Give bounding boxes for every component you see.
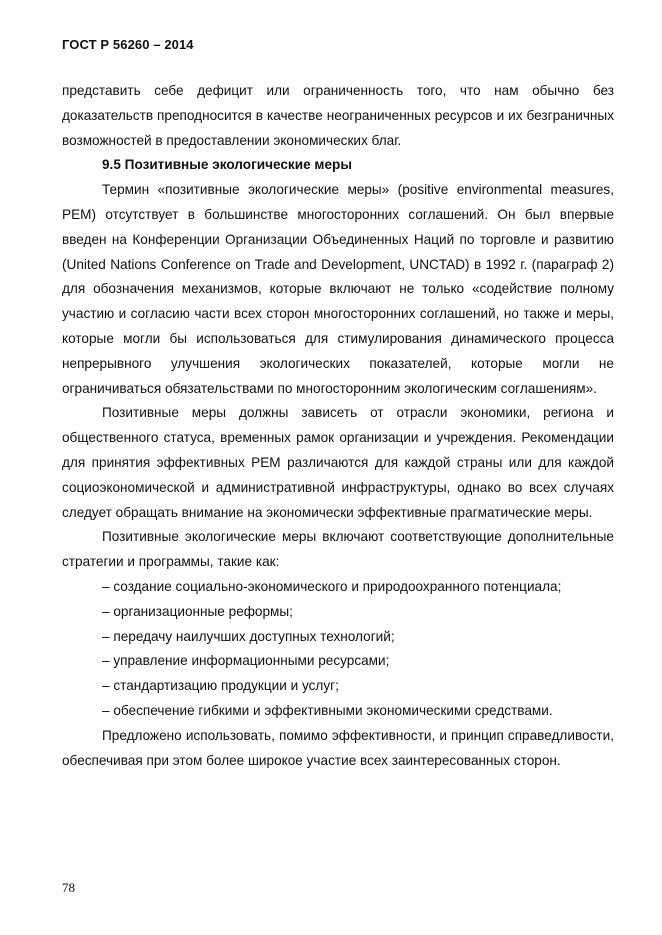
list-item: – организационные реформы; xyxy=(102,603,293,619)
paragraph-fairness: Предложено использовать, помимо эффективности, и принцип справедливости, обеспечивая при этом более широкое участие всех заинтересованных сторон. xyxy=(62,727,614,768)
list-item: – стандартизацию продукции и услуг; xyxy=(102,678,339,694)
list-item: – передачу наилучших доступных технологий; xyxy=(102,628,395,644)
document-header: ГОСТ Р 56260 – 2014 xyxy=(62,37,194,52)
list-item: – создание социально-экономического и природоохранного потенциала; xyxy=(102,578,562,594)
paragraph-pem-definition: Термин «позитивные экологические меры» (positive environmental measures, PEM) отсутствует в большинстве многосторонних соглашений. Он был впервые введен на Конференции Организации Объединенных Наций по торговле и развитию (United Nations Conference on Trade and Development, UNCTAD) в 1992 г. (параграф 2) для обозначения механизмов, которые включают не только «содействие полному участию и согласию части всех сторон многосторонних соглашений, но также и меры, которые могли бы использоваться для стимулирования динамического процесса непрерывного улучшения экологических показателей, которые могли не ограничиваться обязательствами по многосторонним экологическим соглашениям». xyxy=(62,182,614,396)
paragraph-strategies-intro: Позитивные экологические меры включают соответствующие дополнительные стратегии и программы, такие как: xyxy=(62,529,614,570)
paragraph-positive-measures: Позитивные меры должны зависеть от отрасли экономики, региона и общественного статуса, временных рамок организации и учреждения. Рекомендации для принятия эффективных PEM различаются для каждой страны или для каждой социоэкономической и административной инфраструктуры, однако во всех случаях следует обращать внимание на экономически эффективные прагматические меры. xyxy=(62,405,614,520)
list-item: – управление информационными ресурсами; xyxy=(102,653,390,669)
paragraph-continuation: представить себе дефицит или ограниченность того, что нам обычно без доказательств преподносится в качестве неограниченных ресурсов и их безграничных возможностей в предоставлении экономических благ. xyxy=(62,83,614,148)
section-heading: 9.5 Позитивные экологические меры xyxy=(102,157,352,173)
list-item: – обеспечение гибкими и эффективными экономическими средствами. xyxy=(102,702,553,718)
document-body xyxy=(62,79,614,773)
page-number: 78 xyxy=(62,880,75,895)
